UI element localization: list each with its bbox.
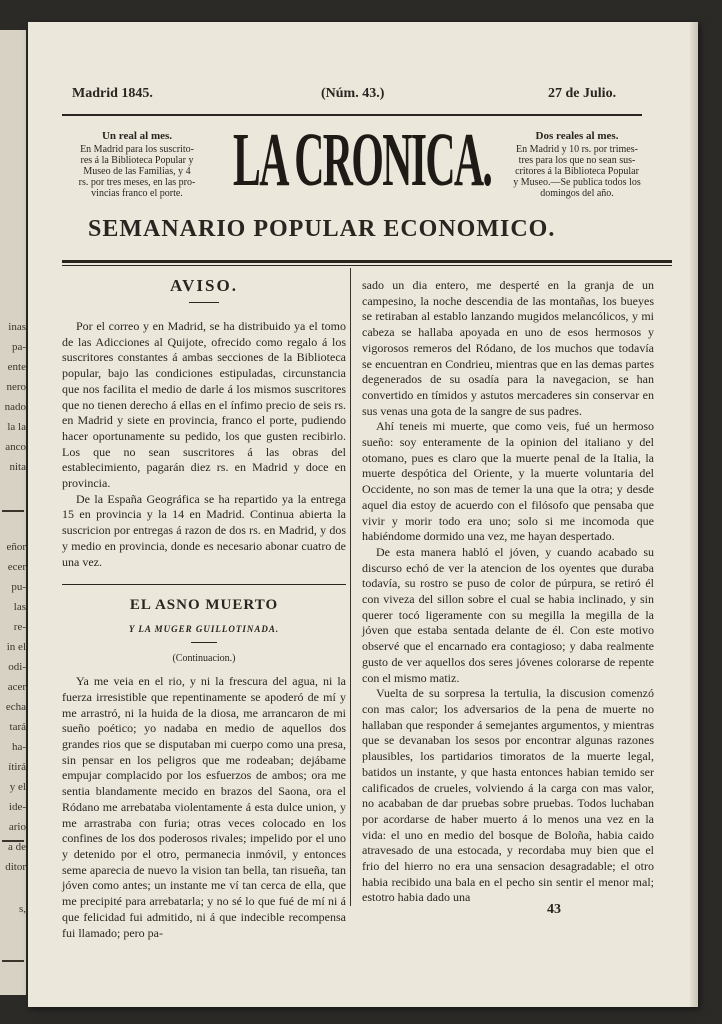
story-paragraph: Vuelta de su sorpresa la tertulia, la discusion comenzó con mas calor; los adversarios de la pena de muerte no hallaban que responder á semejantes argumentos, y mientras que se devanaban los sesos por encontrar algunas razones plausibles, los partidarios timoratos de la muerte legal, batidos un instante, y que hasta entonces habian temido ser calificados de crueles, volviendo á la carga con mas valor, no acababan de dar pruebas sobre pruebas. Todos luchaban por acordarse de haber muerto á lo menos una vez en la vida: el uno en medio del bosque de Boloña, habia caido atravesado de una estocada, y recordaba muy bien que el frio del hierro no era una sensacion desagradable; el otro habia recibido una bala en el pecho sin sentir el menor mal; estotro habia dado una — [362, 686, 654, 905]
aviso-paragraph: De la España Geográfica se ha repartido ya la entrega 15 en provincia y la 14 en Madrid. Continua abierta la suscricion por entregas á razon de dos rs. en Madrid, y dos y medio en provincia, donde es necesario abonar cuatro de una vez. — [62, 491, 346, 569]
right-box-line: critores á la Biblioteca Popular — [515, 166, 639, 177]
previous-page-fragment: eñor — [6, 541, 26, 553]
right-subscription-box — [496, 131, 658, 199]
previous-page-fragment: ha- — [11, 741, 26, 753]
right-box-title: Dos reales al mes. — [535, 130, 619, 142]
story-continuation: (Continuacion.) — [172, 653, 236, 665]
previous-page-fragment: ario — [8, 821, 26, 833]
previous-page-fragment: inas — [8, 321, 26, 333]
story-body-left — [62, 674, 346, 941]
previous-page-fragment: ítirá — [8, 761, 26, 773]
previous-page-fragment: s, — [18, 903, 26, 915]
previous-page-rule — [2, 960, 24, 962]
previous-page-fragment: ide- — [8, 801, 26, 813]
story-subtitle: Y LA MUGER GUILLOTINADA. — [128, 624, 280, 635]
story-paragraph: Ya me veia en el rio, y ni la frescura del agua, ni la fuerza irresistible que repentinamente se apoderó de mí y me arrastró, ni la huida de la diosa, me arrancaron de mi sueño poético; yo nadaba en medio de aquellos dos grandes rios que se disputaban mi cuerpo como una presa, sin pensar en los peligros que me rodeaban; dejábame empujar complacido por los esfuerzos de ambos; ora me sentia blandamente mecido en brazos del Saona, ora el Ródano me arrebataba violentamente á esta dulce union, y me arrastraba con furia; otras veces colocado en los confines de los dos poderosos rivales; impelido por el uno y detenido por el otro, permanecia inmóvil, y entonces seme aparecia de nuevo la vision tan bella, tan risueña, tan jóven como antes; un instante me ví tan cerca de ella, que me precipité para arrebatarla; y no sé lo que fué de mí ni á que felicidad fui admitido, ni á que indecible recompensa fui llamado; pero pa- — [62, 674, 346, 940]
left-box-line: En Madrid para los suscrito- — [80, 144, 194, 155]
left-box-title: Un real al mes. — [101, 130, 173, 142]
page-number: 43 — [547, 902, 561, 917]
left-box-line: Museo de las Familias, y 4 — [83, 166, 191, 177]
left-box-line: vincias franco el porte. — [91, 188, 183, 199]
previous-page-fragment: la la — [7, 421, 26, 433]
section-divider — [62, 584, 346, 585]
previous-page-fragment: acer — [7, 681, 26, 693]
previous-page-fragment: y el — [9, 781, 26, 793]
previous-page-fragment: nero — [6, 381, 26, 393]
previous-page-fragment: ditor — [5, 861, 26, 873]
column-divider — [350, 268, 351, 906]
previous-page-fragment: pa- — [11, 341, 26, 353]
masthead-rule — [62, 260, 672, 263]
masthead-subtitle: SEMANARIO POPULAR ECONOMICO. — [88, 216, 556, 242]
aviso-title: AVISO. — [170, 276, 238, 295]
previous-page-fragment: tará — [9, 721, 26, 733]
header-rule — [62, 114, 642, 116]
masthead-rule-thin — [62, 265, 672, 266]
story-paragraph: De esta manera habló el jóven, y cuando acabado su discurso echó de ver la atencion de los oyentes que duraba todavía, su rostro se puso de color de púrpura, se retiró él con viveza del sillon sobre el cual se habia inclinado, y sin querer tocó ligeramente con su megilla la megilla de la jóven que estaba sentada delante de él. Con este motivo observé que el encarnado era contagioso; y daba realmente gusto de ver aquellos dos seres jóvenes colorarse de repente con el mismo matiz. — [362, 544, 654, 685]
previous-page-fragment: ecer — [7, 561, 26, 573]
previous-page-fragment: in el — [6, 641, 26, 653]
previous-page-fragment: las — [13, 601, 26, 613]
right-box-line: En Madrid y 10 rs. por trimes- — [516, 144, 638, 155]
header-place-year: Madrid 1845. — [72, 86, 153, 101]
previous-page-fragment: nado — [4, 401, 26, 413]
story-title: EL ASNO MUERTO — [129, 597, 279, 614]
right-column — [362, 278, 654, 906]
header-date: 27 de Julio. — [548, 86, 617, 101]
previous-page-fragment: echa — [5, 701, 26, 713]
previous-page-fragment: pu- — [11, 581, 26, 593]
previous-page-rule — [2, 840, 24, 842]
page-edge-shadow — [690, 22, 698, 1007]
previous-page-fragment: a de — [7, 841, 26, 853]
right-box-line: domingos del año. — [540, 188, 614, 199]
previous-page-fragment: odi- — [8, 661, 26, 673]
newspaper-page — [28, 22, 698, 1007]
masthead-title: LA CRONICA. — [233, 118, 492, 202]
story-paragraph: sado un dia entero, me desperté en la granja de un campesino, la noche descendia de las montañas, los bueyes se retiraban al establo lanzando mugidos melancólicos, y mi cabeza se hallaba apoyada en uno de esos hermosos y vigorosos remeros del Ródano, de los muchos que todavía se encuentran en Condrieu, mientras que en las demas partes degenerados de su osadía para la navegacion, se han convertido en tímidos y astutos mercaderes sin conservar en sus venas una gota de la sangre de sus padres. — [362, 278, 654, 418]
left-subscription-box — [56, 131, 218, 199]
previous-page-fragment: ente — [7, 361, 26, 373]
story-title-rule — [191, 642, 217, 643]
aviso-paragraph: Por el correo y en Madrid, se ha distribuido ya el tomo de las Adicciones al Quijote, ofrecido como regalo á los suscritores constantes á ambas secciones de la Biblioteca popular, bajo las condiciones estipuladas, circunstancia que nos facilita el medio de darle á los mismos suscritores que no tienen derecho á ellas en el ínfimo precio de seis rs. en Madrid y siete en provincia, franco el porte, pudiendo hacer oportunamente su pedido, los que gusten recibirlo. Los que no sean suscritores á las obras del establecimiento, pagarán diez rs. en Madrid y doce en provincia. — [62, 319, 346, 491]
aviso-body — [62, 319, 346, 570]
right-box-line: y Museo.—Se publica todos los — [513, 177, 641, 188]
previous-page-fragment: re- — [13, 621, 26, 633]
previous-page-edge — [0, 30, 26, 995]
previous-page-fragment: anco — [5, 441, 26, 453]
right-box-line: tres para los que no sean sus- — [518, 155, 636, 166]
previous-page-rule — [2, 510, 24, 512]
aviso-title-rule — [189, 302, 219, 303]
left-box-line: rs. por tres meses, en las pro- — [78, 177, 196, 188]
header-number: (Núm. 43.) — [321, 86, 385, 101]
left-box-line: res á la Biblioteca Popular y — [80, 155, 194, 166]
previous-page-fragment: nita — [9, 461, 26, 473]
story-paragraph: Ahí teneis mi muerte, que como veis, fué un hermoso sueño: soy enteramente de la opinion del italiano y del otomano, pues es claro que la muerte penal de la Italia, la muerte despótica del Oriente, y la muerte voluntaria del Occidente, no son mas de temer la una que la otra; y desde aquel dia estoy de acuerdo con el filósofo que pensaba que vivir y morir todo era uno; solo si me incomoda que habiéndome dormido una vez, me hayan despertado. — [362, 419, 654, 544]
left-column — [62, 276, 346, 941]
